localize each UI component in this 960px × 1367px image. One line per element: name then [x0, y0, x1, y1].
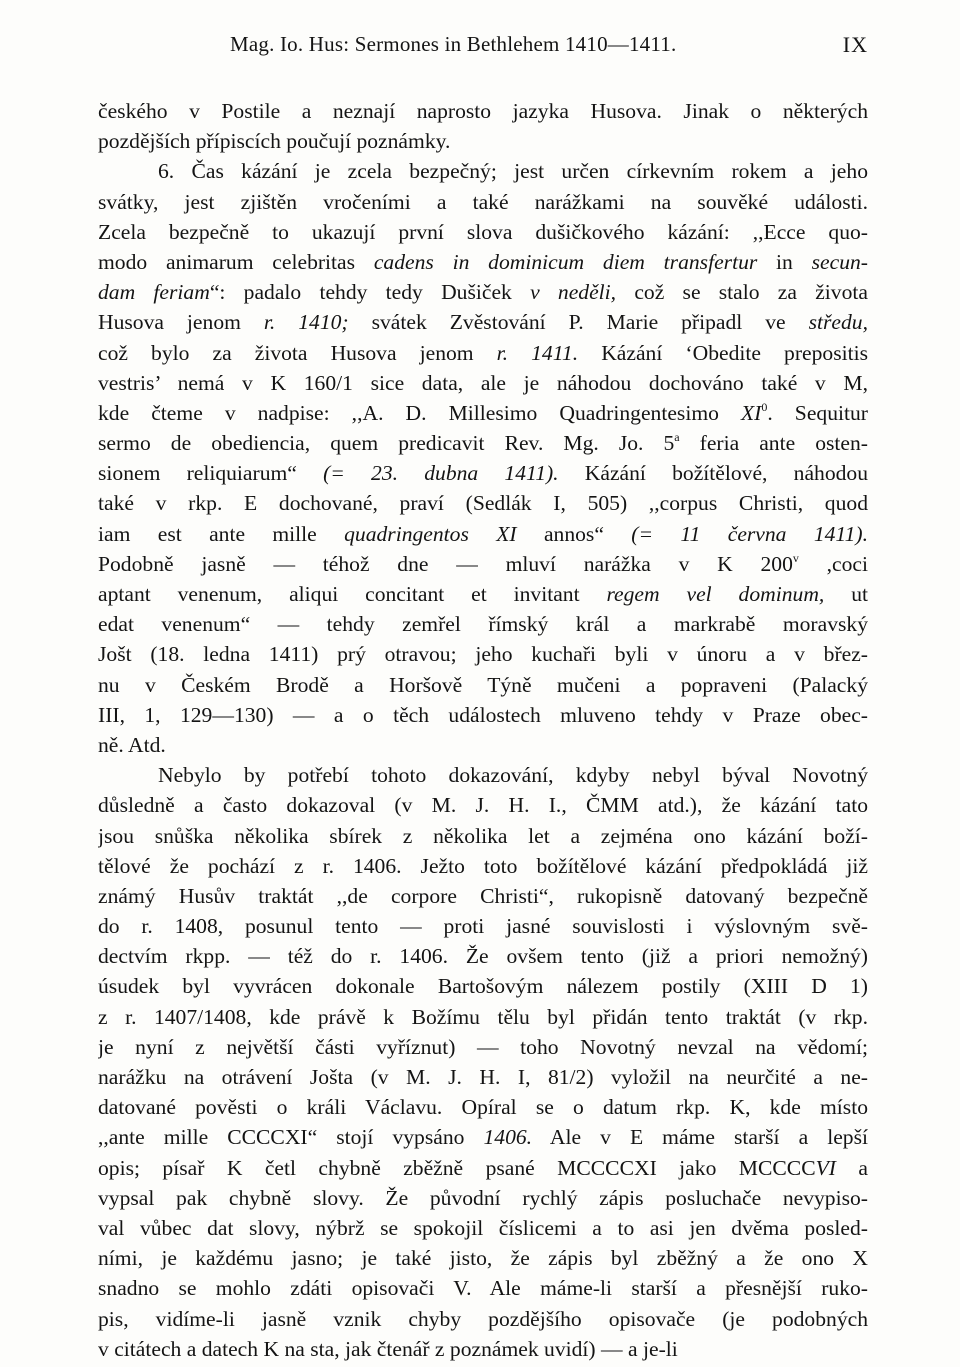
italic-text: v neděli, [530, 280, 617, 305]
italic-text: VI [815, 1155, 836, 1180]
text-segment: III, 1, 129—130) — a o těch událostech mluveno tehdy v Praze obec- [98, 702, 868, 727]
italic-text: 1406. [483, 1125, 533, 1150]
text-segment: kde čteme v nadpise: ,,A. D. Millesimo Quadringentesimo [98, 400, 741, 425]
text-segment: Husova jenom [98, 310, 264, 335]
text-line [98, 126, 868, 156]
text-line [98, 911, 868, 941]
text-segment: pis, vidíme-li jasně vznik chyby pozdějšího opisovače (je podobných [98, 1306, 868, 1331]
italic-text: r. 1411. [496, 340, 579, 365]
text-segment: Kázání božítělové, náhodou [558, 461, 868, 486]
text-line [98, 1032, 868, 1062]
italic-text: (= 23. dubna 1411). [323, 461, 559, 486]
text-line [98, 247, 868, 277]
text-segment: annos“ [516, 521, 632, 546]
text-line [98, 519, 868, 549]
italic-text: regem vel dominum, [606, 582, 825, 606]
text-line [98, 277, 868, 307]
italic-text: cadens in dominicum diem transfertur [373, 249, 758, 274]
italic-text: XI [740, 400, 762, 425]
text-segment: Podobně jasně — téhož dne — mluví narážka v K 200 [98, 551, 793, 576]
text-line [98, 1002, 868, 1032]
text-segment: je nyní z největší části vyříznut) — toho Novotný nevzal na vědomí; [98, 1034, 868, 1059]
text-segment: “: padalo tehdy tedy Dušiček [209, 280, 531, 305]
italic-text: (= 11 června 1411). [631, 521, 868, 546]
text-line [98, 579, 868, 609]
text-segment: modo animarum celebritas [98, 249, 374, 274]
text-line [98, 639, 868, 669]
text-segment: důsledně a často dokazoval (v M. J. H. I., ČMM atd.), že kázání tato [98, 793, 868, 818]
italic-text: secun- [811, 249, 868, 274]
text-segment: pozdějších přípiscích poučují poznámky. [98, 129, 451, 154]
text-line [98, 428, 868, 458]
text-line [98, 1062, 868, 1092]
text-line [98, 941, 868, 971]
text-segment: narážku na otrávení Jošta (v M. J. H. I, 81/2) vyložil na neurčité a ne- [98, 1065, 868, 1089]
text-line [98, 96, 868, 126]
text-line [98, 760, 868, 790]
text-segment: sionem reliquiarum“ [98, 461, 324, 486]
superscript: a [674, 430, 680, 445]
superscript: 0 [761, 399, 768, 414]
italic-text: dam feriam [98, 280, 210, 305]
header-title: Mag. Io. Hus: Sermones in Bethlehem 1410—1411. [230, 32, 677, 56]
text-segment: do r. 1408, posunul tento — proti jasné souvislosti i výslovným svě- [98, 914, 868, 939]
text-line [98, 1183, 868, 1213]
text-segment: jsou snůška několika sbírek z několika let a zejména ono kázání boží- [98, 823, 868, 848]
text-line [98, 790, 868, 820]
text-segment: což se stalo za života [616, 280, 868, 305]
text-line [98, 1334, 868, 1364]
text-segment: Jošt (18. ledna 1411) prý otravou; jeho kuchaři byli v únoru a v břez- [98, 642, 868, 667]
text-line [98, 187, 868, 217]
text-segment: in [757, 249, 812, 274]
text-line [98, 700, 868, 730]
running-header [98, 32, 868, 62]
text-line [98, 971, 868, 1001]
text-segment: a [836, 1155, 868, 1180]
text-line [98, 881, 868, 911]
text-segment: z r. 1407/1408, kde právě k Božímu tělu byl přidán tento traktát (v rkp. [98, 1004, 868, 1029]
text-segment: českého v Postile a neznají naprosto jazyka Husova. Jinak o některých [98, 99, 868, 123]
text-segment: feria ante osten- [679, 431, 868, 456]
text-segment: což bylo za života Husova jenom [98, 340, 497, 365]
text-segment: ními, je každému jasno; je také jisto, že zápis byl zběžný a že ono X [98, 1246, 868, 1271]
text-line [98, 1122, 868, 1152]
text-line [98, 398, 868, 428]
superscript: v [792, 550, 799, 565]
text-segment: ně. Atd. [98, 732, 166, 757]
text-segment: ut [824, 582, 868, 606]
text-segment: úsudek byl vyvrácen dokonale Bartošovým nálezem postily (XIII D 1) [98, 974, 868, 999]
text-line [98, 670, 868, 700]
text-line [98, 1092, 868, 1122]
italic-text: quadringentos XI [344, 521, 517, 546]
text-segment: také v rkp. E dochované, praví (Sedlák I, 505) ,,corpus Christi, quod [98, 491, 868, 516]
text-line [98, 156, 868, 186]
text-line [98, 1243, 868, 1273]
text-line [98, 851, 868, 881]
text-segment: iam est ante mille [98, 521, 345, 546]
text-line [98, 1213, 868, 1243]
text-segment: známý Husův traktát ,,de corpore Christi“, rukopisně datovaný bezpečně [98, 883, 868, 908]
text-segment: vypsal pak chybně slovy. Že původní rychlý zápis posluchače nevypiso- [98, 1185, 868, 1210]
text-line [98, 730, 868, 760]
italic-text: r. 1410; [263, 310, 349, 335]
text-line [98, 1304, 868, 1334]
text-line [98, 488, 868, 518]
text-segment: Zcela bezpečně to ukazují první slova dušičkového kázání: ,,Ecce quo- [98, 219, 868, 244]
text-segment: svátky, jest zjištěn vročeními a také narážkami na souvěké události. [98, 189, 868, 214]
text-segment: Kázání ‘Obedite prepositis [578, 340, 868, 365]
text-segment: . Sequitur [767, 400, 868, 425]
text-segment: ,coci [798, 551, 868, 576]
text-segment: aptant venenum, aliqui concitant et invitant [98, 582, 607, 606]
text-line [98, 1153, 868, 1183]
text-line [98, 821, 868, 851]
italic-text: středu, [808, 310, 868, 335]
text-line [98, 549, 868, 579]
text-segment: vestris’ nemá v K 160/1 sice data, ale je náhodou dochováno také v M, [98, 370, 868, 395]
text-segment: opis; písař K četl chybně zběžně psané MCCCCXI jako MCCCC [98, 1155, 816, 1180]
text-segment: sermo de obediencia, quem predicavit Rev. Mg. Jo. 5 [98, 431, 675, 456]
text-segment: ,,ante mille CCCCXI“ stojí vypsáno [98, 1125, 484, 1150]
page-number: IX [842, 32, 868, 57]
text-segment: v citátech a datech K na sta, jak čtenář z poznámek uvidí) — a je-li [98, 1336, 678, 1361]
text-segment: Ale v E máme starší a lepší [532, 1125, 868, 1150]
text-segment: Nebylo by potřebí tohoto dokazování, kdyby nebyl býval Novotný [158, 763, 868, 788]
text-segment: snadno se mohlo zdáti opisovači V. Ale máme-li starší a přesnější ruko- [98, 1276, 868, 1301]
text-line [98, 458, 868, 488]
body-text [98, 96, 868, 1364]
text-segment: dectvím rkpp. — též do r. 1406. Že ovšem tento (již a priori nemožný) [98, 944, 868, 969]
text-segment: datované pověsti o králi Václavu. Opíral se o datum rkp. K, kde místo [98, 1095, 868, 1120]
text-segment: val vůbec dat slovy, nýbrž se spokojil číslicemi a to asi jen dvěma posled- [98, 1215, 868, 1240]
text-line [98, 1273, 868, 1303]
text-segment: 6. Čas kázání je zcela bezpečný; jest určen církevním rokem a jeho [158, 159, 868, 184]
text-segment: edat venenum“ — tehdy zemřel římský král a markrabě moravský [98, 612, 868, 637]
text-line [98, 307, 868, 337]
text-segment: svátek Zvěstování P. Marie připadl ve [348, 310, 809, 335]
text-line [98, 368, 868, 398]
text-line [98, 217, 868, 247]
text-line [98, 609, 868, 639]
text-segment: nu v Českém Brodě a Horšově Týně mučeni a popraveni (Palacký [98, 672, 868, 697]
text-line [98, 338, 868, 368]
text-segment: tělové že pochází z r. 1406. Ježto toto božítělové kázání předpokládá již [98, 853, 868, 878]
